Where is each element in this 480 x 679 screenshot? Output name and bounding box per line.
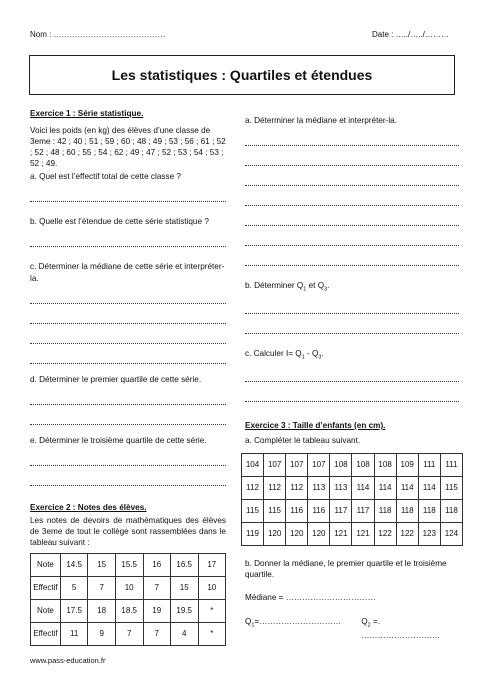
- ex2-question-c: c. Calculer $I= Q_1 - Q_3$.: [245, 349, 324, 361]
- ex1-question-e: e. Déterminer le troisième quartile de cette série.: [30, 435, 207, 445]
- answer-line[interactable]: [245, 166, 459, 186]
- table-cell: 120: [286, 523, 308, 546]
- table-cell: 116: [286, 500, 308, 523]
- left-column: [30, 108, 226, 646]
- table-cell: 112: [242, 477, 264, 500]
- table-cell: 11: [60, 622, 88, 645]
- ex3-question-a: a. Compléter le tableau suivant.: [245, 436, 361, 446]
- table-cell: 7: [143, 622, 170, 645]
- table-cell: 4: [170, 622, 198, 645]
- table-cell: Note: [31, 553, 61, 576]
- table-cell: Effectif: [31, 622, 61, 645]
- answer-line[interactable]: [245, 294, 459, 314]
- table-cell: 118: [418, 500, 440, 523]
- table-cell: 7: [143, 576, 170, 599]
- table-cell: 16.5: [170, 553, 198, 576]
- table-cell: 114: [352, 477, 374, 500]
- answer-line[interactable]: [245, 314, 459, 334]
- answer-line[interactable]: [245, 246, 459, 266]
- ex2-question-b: b. Déterminer $Q_1$ et $Q_3$.: [245, 281, 330, 293]
- answer-line[interactable]: [30, 284, 226, 304]
- table-cell: 121: [330, 523, 352, 546]
- answer-line[interactable]: [245, 146, 459, 166]
- ex1-question-c: c. Déterminer la médiane de cette série et interpréter-la.: [30, 262, 225, 283]
- ex1-question-d: d. Déterminer le premier quartile de cette série.: [30, 374, 202, 384]
- answer-line[interactable]: [30, 446, 226, 466]
- table-row: [31, 553, 226, 576]
- table-cell: 115: [440, 477, 462, 500]
- table-row: [242, 523, 463, 546]
- mediane-line[interactable]: Médiane = ……………………………: [245, 593, 376, 603]
- date-field: Date : …../…../………: [372, 30, 449, 39]
- table-row: [242, 454, 463, 477]
- table-cell: 9: [88, 622, 115, 645]
- exercise-2-intro: Les notes de devoirs de mathématiques des élèves de 3eme de tout le collège sont rassemblées dans le tableau suivant :: [30, 515, 226, 547]
- answer-line[interactable]: [30, 405, 226, 425]
- table-cell: 111: [440, 454, 462, 477]
- q2-field[interactable]: $Q_2$ =. ………………………..: [361, 616, 440, 640]
- table-cell: 5: [60, 576, 88, 599]
- table-cell: 7: [88, 576, 115, 599]
- table-cell: 112: [264, 477, 286, 500]
- table-cell: 114: [374, 477, 396, 500]
- table-cell: 123: [418, 523, 440, 546]
- table-cell: 115: [242, 500, 264, 523]
- table-cell: 17.5: [60, 599, 88, 622]
- table-cell: 108: [374, 454, 396, 477]
- table-row: [31, 599, 226, 622]
- table-cell: 114: [418, 477, 440, 500]
- table-row: [242, 477, 463, 500]
- table-cell: 108: [330, 454, 352, 477]
- table-cell: Effectif: [31, 576, 61, 599]
- answer-line[interactable]: [30, 466, 226, 486]
- title-box: [29, 55, 455, 95]
- table-cell: 16: [143, 553, 170, 576]
- table-cell: 107: [308, 454, 330, 477]
- table-row: [242, 500, 463, 523]
- table-cell: 120: [308, 523, 330, 546]
- q1-field[interactable]: $Q_1=\dots\dots\dots\dots\dots\dots\dots\dots\dots\dots$: [245, 616, 342, 629]
- table-cell: 14.5: [60, 553, 88, 576]
- table-cell: 112: [286, 477, 308, 500]
- notes-table: [30, 553, 226, 646]
- table-cell: 121: [352, 523, 374, 546]
- ex3-question-b: b. Donner la médiane, le premier quartile et le troisième quartile.: [245, 559, 447, 580]
- table-cell: 122: [374, 523, 396, 546]
- table-cell: 118: [440, 500, 462, 523]
- tailles-table: [241, 453, 463, 546]
- footer-url: www.pass-education.fr: [30, 656, 106, 665]
- answer-line[interactable]: [245, 186, 459, 206]
- answer-line[interactable]: [30, 344, 226, 364]
- table-cell: 122: [396, 523, 418, 546]
- ex1-question-a: a. Quel est l’effectif total de cette classe ?: [30, 172, 181, 182]
- answer-line[interactable]: [245, 362, 459, 382]
- table-cell: 118: [396, 500, 418, 523]
- answer-line[interactable]: [245, 206, 459, 226]
- table-cell: 109: [396, 454, 418, 477]
- table-row: [31, 576, 226, 599]
- nom-field: Nom : ……………………………………: [30, 30, 166, 39]
- exercise-1-intro: Voici les poids (en kg) des élèves d’une classe de 3eme : 42 ; 40 ; 51 ; 59 ; 60 ; 48 ; 49 ; 53 ; 56 ; 61 ; 52 ; 52 ; 48 ; 60 ; 55 ; 54 ; 62 ; 49 ; 47 ; 52 ; 53 ; 54 ; 53 ; 52 ; 49.: [30, 126, 226, 169]
- table-cell: 124: [440, 523, 462, 546]
- exercise-3-title: Exercice 3 : Taille d’enfants (en cm).: [245, 421, 386, 431]
- table-cell: 15.5: [115, 553, 143, 576]
- table-cell: 19.5: [170, 599, 198, 622]
- table-cell: 116: [308, 500, 330, 523]
- table-cell: 115: [264, 500, 286, 523]
- table-cell: 113: [330, 477, 352, 500]
- table-cell: 119: [242, 523, 264, 546]
- answer-line[interactable]: [30, 304, 226, 324]
- ex1-question-b: b. Quelle est l’étendue de cette série statistique ?: [30, 217, 209, 227]
- exercise-2-title: Exercice 2 : Notes des élèves.: [30, 502, 147, 512]
- table-cell: Note: [31, 599, 61, 622]
- answer-line[interactable]: [30, 182, 226, 202]
- table-cell: 19: [143, 599, 170, 622]
- table-cell: 117: [352, 500, 374, 523]
- table-cell: 113: [308, 477, 330, 500]
- answer-line[interactable]: [30, 227, 226, 247]
- right-column: [245, 115, 459, 641]
- answer-line[interactable]: [245, 126, 459, 146]
- table-cell: 118: [374, 500, 396, 523]
- table-cell: 7: [115, 622, 143, 645]
- answer-line[interactable]: [30, 324, 226, 344]
- table-cell: 107: [264, 454, 286, 477]
- table-cell: 104: [242, 454, 264, 477]
- table-cell: 114: [396, 477, 418, 500]
- table-cell: 18: [88, 599, 115, 622]
- table-cell: 107: [286, 454, 308, 477]
- answer-line[interactable]: [245, 382, 459, 402]
- table-cell: *: [198, 599, 225, 622]
- table-cell: 108: [352, 454, 374, 477]
- page-title: Les statistiques : Quartiles et étendues: [111, 66, 373, 83]
- table-cell: 15: [170, 576, 198, 599]
- answer-line[interactable]: [30, 385, 226, 405]
- table-cell: 15: [88, 553, 115, 576]
- ex2-question-a: a. Déterminer la médiane et interpréter-la.: [245, 116, 397, 125]
- table-row: [31, 622, 226, 645]
- table-cell: 120: [264, 523, 286, 546]
- table-cell: 10: [115, 576, 143, 599]
- table-cell: *: [198, 622, 225, 645]
- table-cell: 18.5: [115, 599, 143, 622]
- answer-line[interactable]: [245, 226, 459, 246]
- table-cell: 117: [330, 500, 352, 523]
- table-cell: 10: [198, 576, 225, 599]
- exercise-1-title: Exercice 1 : Série statistique.: [30, 109, 144, 118]
- table-cell: 17: [198, 553, 225, 576]
- quartiles-line: [245, 616, 459, 641]
- table-cell: 111: [418, 454, 440, 477]
